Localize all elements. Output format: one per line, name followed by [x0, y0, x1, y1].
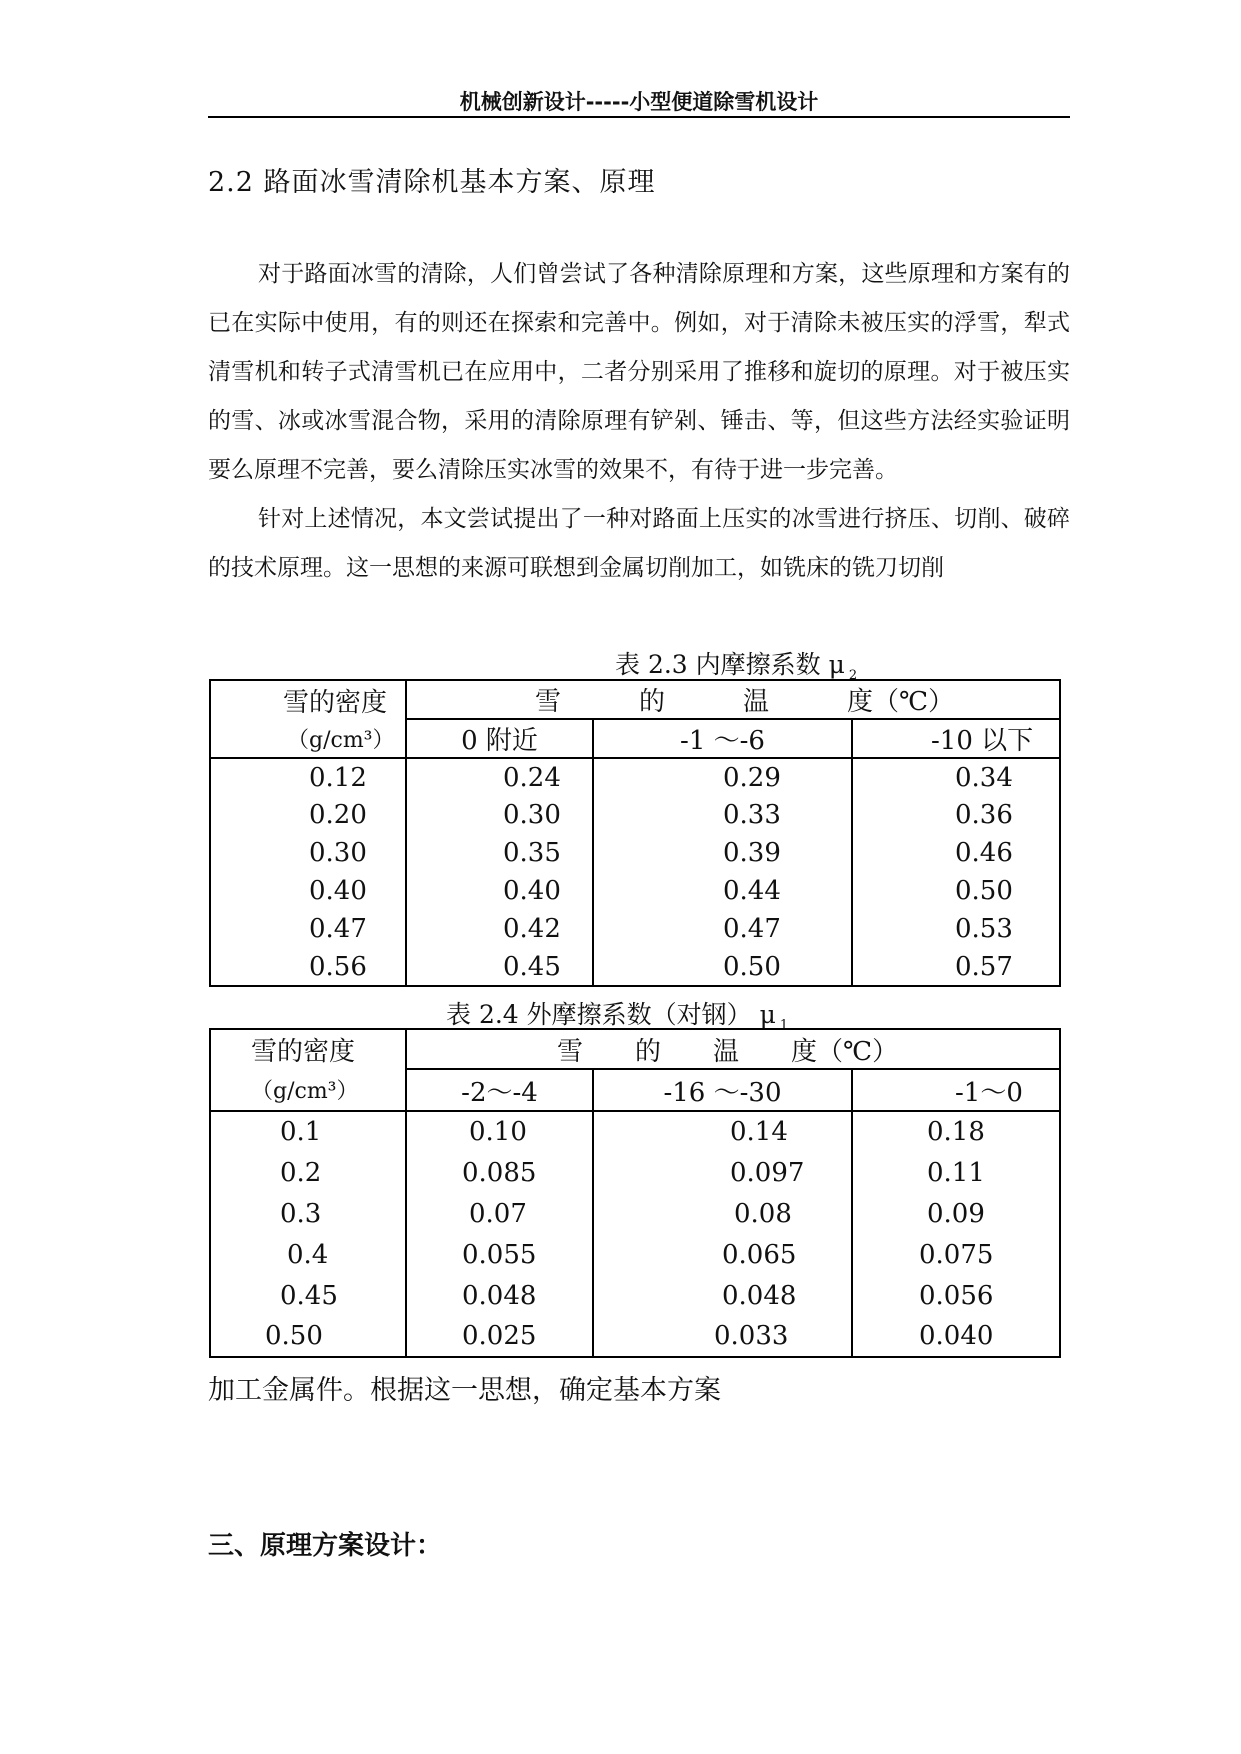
paragraph-1: 对于路面冰雪的清除，人们曾尝试了各种清除原理和方案，这些原理和方案有的已在实际中使用，有的则还在探索和完善中。例如，对于清除未被压实的浮雪，犁式清雪机和转子式清雪机已在应用中，二者分别采用了推移和旋切的原理。对于被压实的雪、冰或冰雪混合物，采用的清除原理有铲剁、锤击、等，但这些方法经实验证明要么原理不完善，要么清除压实冰雪的效果不，有待于进一步完善。: [208, 261, 1070, 483]
table-cell: 0.025: [406, 1316, 593, 1357]
trailing-text: 加工金属件。根据这一思想，确定基本方案: [208, 1375, 721, 1406]
table-row: [210, 1152, 1060, 1193]
table-row: [210, 758, 1060, 796]
table2-density-label: 雪的密度: [210, 1029, 406, 1069]
table-row: [210, 796, 1060, 834]
table-cell: 0.07: [406, 1193, 593, 1234]
table1-caption-sub: 2: [848, 668, 858, 683]
table-cell: 0.39: [593, 834, 852, 872]
table-cell: 0.056: [852, 1275, 1060, 1316]
table-row: [210, 1111, 1060, 1152]
table-cell: 0.048: [406, 1275, 593, 1316]
table-cell: 0.47: [593, 910, 852, 948]
table2-caption-text: 表 2.4 外摩擦系数（对钢） μ: [446, 1000, 776, 1029]
table1-caption: [615, 645, 857, 683]
table2-col-header: -1～0: [852, 1069, 1060, 1111]
table2-body: [210, 1111, 1060, 1357]
table-cell: 0.30: [406, 796, 593, 834]
table-row: [210, 1193, 1060, 1234]
table-cell: 0.50: [210, 1316, 406, 1357]
table-row: [210, 834, 1060, 872]
table-row: [210, 910, 1060, 948]
table2-col-header: -2～-4: [406, 1069, 593, 1111]
table-row: [210, 1316, 1060, 1357]
table-cell: 0.4: [210, 1234, 406, 1275]
table-cell: 0.35: [406, 834, 593, 872]
table-cell: 0.46: [852, 834, 1060, 872]
table1-caption-text: 表 2.3 内摩擦系数 μ: [615, 650, 845, 679]
table1-temp-label: 雪 的 温 度（℃）: [406, 680, 1060, 719]
section-title: 2.2 路面冰雪清除机基本方案、原理: [208, 167, 656, 198]
table-cell: 0.50: [593, 948, 852, 986]
table-cell: 0.24: [406, 758, 593, 796]
table1-body: [210, 758, 1060, 986]
table-row: [210, 1275, 1060, 1316]
table-cell: 0.56: [210, 948, 406, 986]
table-cell: 0.048: [593, 1275, 852, 1316]
table-cell: 0.40: [210, 872, 406, 910]
table-row: [210, 1234, 1060, 1275]
table-cell: 0.10: [406, 1111, 593, 1152]
body-text: [208, 250, 1070, 593]
table-cell: 0.11: [852, 1152, 1060, 1193]
table-external-friction: [209, 1028, 1061, 1358]
table-cell: 0.075: [852, 1234, 1060, 1275]
table-cell: 0.53: [852, 910, 1060, 948]
table-cell: 0.14: [593, 1111, 852, 1152]
table-cell: 0.055: [406, 1234, 593, 1275]
table-cell: 0.40: [406, 872, 593, 910]
table-cell: 0.42: [406, 910, 593, 948]
table2-density-unit: （g/cm³）: [210, 1069, 406, 1111]
table-cell: 0.085: [406, 1152, 593, 1193]
table-cell: 0.033: [593, 1316, 852, 1357]
table-cell: 0.45: [406, 948, 593, 986]
page-header: 机械创新设计-----小型便道除雪机设计: [208, 86, 1070, 118]
table-cell: 0.09: [852, 1193, 1060, 1234]
table-cell: 0.36: [852, 796, 1060, 834]
table1-col-header: 0 附近: [406, 719, 593, 758]
table-cell: 0.34: [852, 758, 1060, 796]
table-cell: 0.2: [210, 1152, 406, 1193]
table-row: [210, 948, 1060, 986]
table-cell: 0.12: [210, 758, 406, 796]
table-cell: 0.29: [593, 758, 852, 796]
table-cell: 0.50: [852, 872, 1060, 910]
table-row: [210, 872, 1060, 910]
table2-caption-sub: 1: [779, 1018, 789, 1033]
table1-col-header: -10 以下: [852, 719, 1060, 758]
table-cell: 0.20: [210, 796, 406, 834]
heading-principle-design: 三、原理方案设计：: [208, 1531, 443, 1561]
table2-col-header: -16 ～-30: [593, 1069, 852, 1111]
table-cell: 0.45: [210, 1275, 406, 1316]
table2-temp-label: 雪 的 温 度（℃）: [406, 1029, 1060, 1069]
table-internal-friction: [209, 679, 1061, 987]
table-cell: 0.57: [852, 948, 1060, 986]
table-cell: 0.040: [852, 1316, 1060, 1357]
table-cell: 0.30: [210, 834, 406, 872]
table-cell: 0.065: [593, 1234, 852, 1275]
table-cell: 0.08: [593, 1193, 852, 1234]
table-cell: 0.3: [210, 1193, 406, 1234]
table1-col-header: -1 ～-6: [593, 719, 852, 758]
table-cell: 0.1: [210, 1111, 406, 1152]
table-cell: 0.097: [593, 1152, 852, 1193]
table1-density-label: 雪的密度: [210, 680, 406, 719]
table-cell: 0.47: [210, 910, 406, 948]
table-cell: 0.44: [593, 872, 852, 910]
paragraph-2: 针对上述情况，本文尝试提出了一种对路面上压实的冰雪进行挤压、切削、破碎的技术原理。这一思想的来源可联想到金属切削加工，如铣床的铣刀切削: [208, 506, 1070, 581]
table1-density-unit: （g/cm³）: [210, 719, 406, 758]
table-cell: 0.18: [852, 1111, 1060, 1152]
table-cell: 0.33: [593, 796, 852, 834]
